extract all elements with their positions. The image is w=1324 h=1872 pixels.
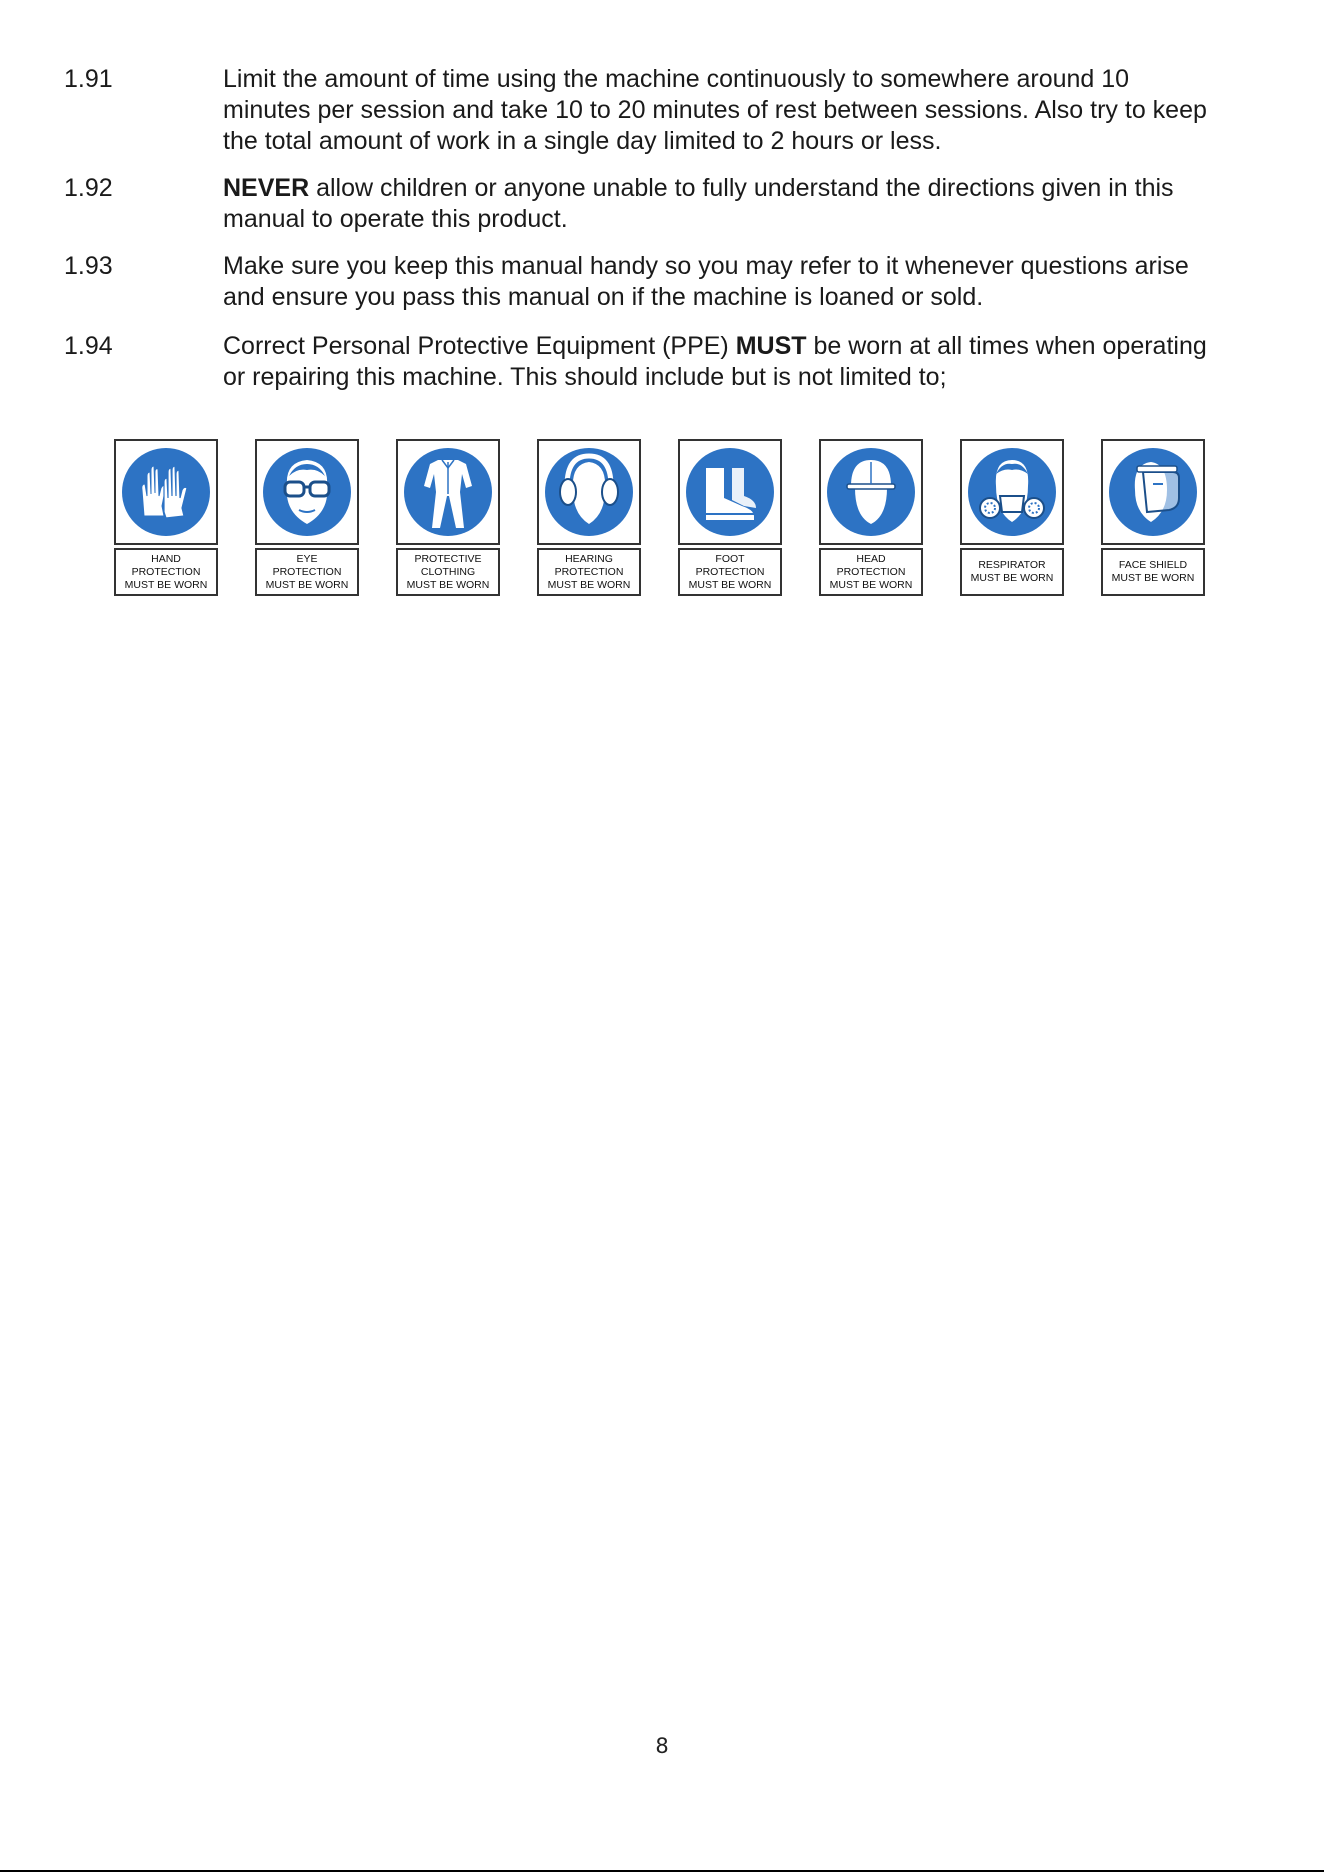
- sign-label: HEAD PROTECTION MUST BE WORN: [819, 548, 923, 596]
- item-number: 1.94: [64, 332, 113, 360]
- sign-label: HAND PROTECTION MUST BE WORN: [114, 548, 218, 596]
- sign-label: FOOT PROTECTION MUST BE WORN: [678, 548, 782, 596]
- gloves-icon: [120, 446, 212, 538]
- sign-label: EYE PROTECTION MUST BE WORN: [255, 548, 359, 596]
- item-number: 1.93: [64, 252, 113, 280]
- face-shield-icon: [1107, 446, 1199, 538]
- item-text: Make sure you keep this manual handy so you may refer to it whenever questions arise and ensure you pass this manual on if the machine is loaned or sold.: [223, 252, 1189, 311]
- page-number: 8: [655, 1734, 669, 1758]
- boot-icon: [684, 446, 776, 538]
- sign-label: PROTECTIVE CLOTHING MUST BE WORN: [396, 548, 500, 596]
- item-number: 1.92: [64, 174, 113, 202]
- item-text-before: Correct Personal Protective Equipment (PPE): [223, 332, 736, 360]
- ppe-signs-row: [0, 439, 1324, 599]
- sign-label: FACE SHIELD MUST BE WORN: [1101, 548, 1205, 596]
- sign-pictogram: [1101, 439, 1205, 545]
- ear-muffs-icon: [543, 446, 635, 538]
- sign-pictogram: [396, 439, 500, 545]
- sign-pictogram: [255, 439, 359, 545]
- item-text: [223, 173, 1223, 235]
- item-bold-lead: NEVER: [223, 174, 310, 202]
- sign-pictogram: [819, 439, 923, 545]
- sign-pictogram: [114, 439, 218, 545]
- hard-hat-icon: [825, 446, 917, 538]
- goggles-icon: [261, 446, 353, 538]
- item-text-rest: allow children or anyone unable to fully understand the directions given in this manual to operate this product.: [223, 174, 1174, 233]
- sign-label: HEARING PROTECTION MUST BE WORN: [537, 548, 641, 596]
- respirator-icon: [966, 446, 1058, 538]
- sign-label: RESPIRATOR MUST BE WORN: [960, 548, 1064, 596]
- sign-pictogram: [537, 439, 641, 545]
- sign-pictogram: [678, 439, 782, 545]
- item-text-after: be worn at all times when operating or repairing this machine. This should include but is not limited to;: [223, 332, 1207, 391]
- item-number: 1.91: [64, 65, 113, 93]
- item-bold: MUST: [735, 332, 807, 360]
- sign-pictogram: [960, 439, 1064, 545]
- item-text: [223, 331, 1223, 393]
- item-text: Limit the amount of time using the machine continuously to somewhere around 10 minutes per session and take 10 to 20 minutes of rest between sessions. Also try to keep the total amount of work in a single day limited to 2 hours or less.: [223, 65, 1207, 155]
- coverall-icon: [402, 446, 494, 538]
